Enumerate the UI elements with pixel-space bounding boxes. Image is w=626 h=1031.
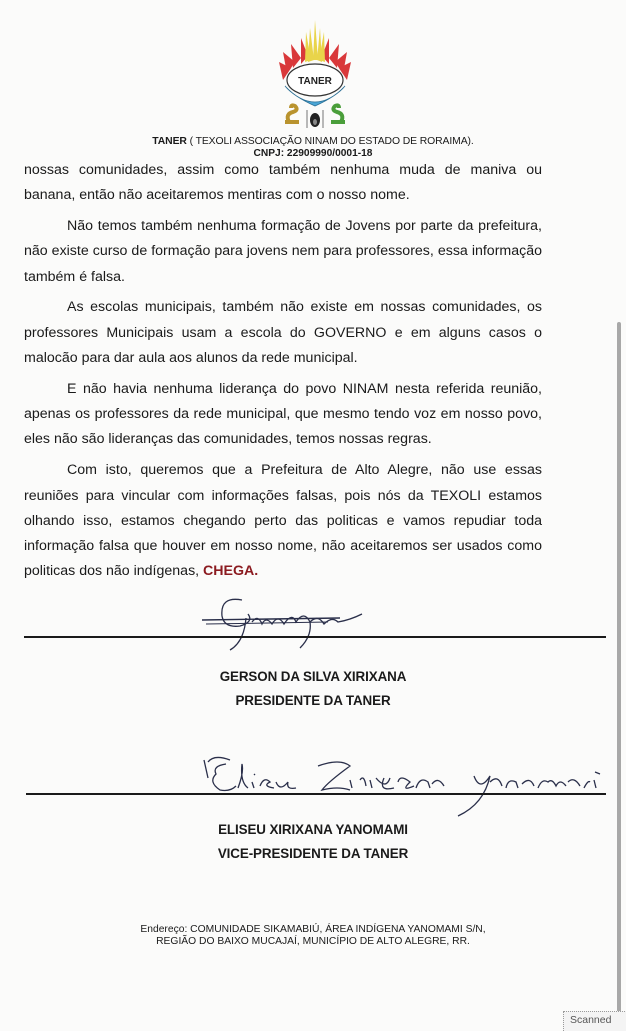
signer-name-1: GERSON DA SILVA XIRIXANA	[219, 669, 407, 684]
address-line-2: REGIÃO DO BAIXO MUCAJAÍ, MUNICÍPIO DE ALTO ALEGRE, RR.	[156, 936, 470, 947]
org-short-name: TANER	[152, 136, 187, 147]
org-full-name: ( TEXOLI ASSOCIAÇÃO NINAM DO ESTADO DE RORAIMA).	[186, 136, 474, 147]
emphasis-period: .	[254, 563, 259, 580]
signature-line-2	[26, 793, 606, 795]
signer-role-2: VICE-PRESIDENTE DA TANER	[217, 846, 409, 861]
taner-logo	[277, 18, 353, 130]
paragraph-1: nossas comunidades, assim como também nenhuma muda de maniva ou banana, então não aceitaremos mentiras com o nosso nome.	[24, 162, 542, 204]
address-line-1: Endereço: COMUNIDADE SIKAMABIÚ, ÁREA INDÍGENA YANOMAMI S/N,	[140, 924, 486, 935]
paragraph-3: As escolas municipais, também não existe em nossas comunidades, os professores Municipais usam a escola do GOVERNO e em alguns casos o malocão para dar aula aos alunos da rede municipal.	[24, 299, 542, 367]
signer-name-2: ELISEU XIRIXANA YANOMAMI	[218, 822, 408, 837]
signature-eliseu	[200, 752, 612, 818]
signature-gerson	[200, 592, 390, 652]
scrollbar[interactable]	[617, 322, 621, 1022]
paragraph-4: E não havia nenhuma liderança do povo NINAM nesta referida reunião, apenas os professores da rede municipal, que mesmo tendo voz em nosso povo, eles não são lideranças das comunidades, temos nossas regras.	[24, 380, 542, 448]
scanned-badge: Scanned	[563, 1011, 626, 1031]
emphasis-chega: CHEGA	[203, 563, 255, 580]
signature-line-1	[24, 636, 606, 638]
signer-role-1: PRESIDENTE DA TANER	[235, 693, 391, 708]
paragraph-5-text: Com isto, queremos que a Prefeitura de Alto Alegre, não use essas reuniões para vincular com informações falsas, pois nós da TEXOLI estamos olhando isso, estamos chegando perto das politicas e vamos repudiar toda informação falsa que houver em nosso nome, não aceitaremos ser usados como politicas dos não indígenas,	[24, 462, 542, 580]
logo-text: TANER	[298, 76, 332, 87]
letter-body	[24, 158, 542, 590]
paragraph-5	[24, 458, 542, 584]
snake-right-icon	[331, 105, 345, 124]
cnpj-number: CNPJ: 22909990/0001-18	[253, 148, 373, 159]
organization-header	[0, 136, 626, 147]
snake-left-icon	[285, 105, 299, 124]
paragraph-2: Não temos também nenhuma formação de Jovens por parte da prefeitura, não existe curso de formação para jovens nem para professores, essa informação também é falsa.	[24, 218, 542, 285]
